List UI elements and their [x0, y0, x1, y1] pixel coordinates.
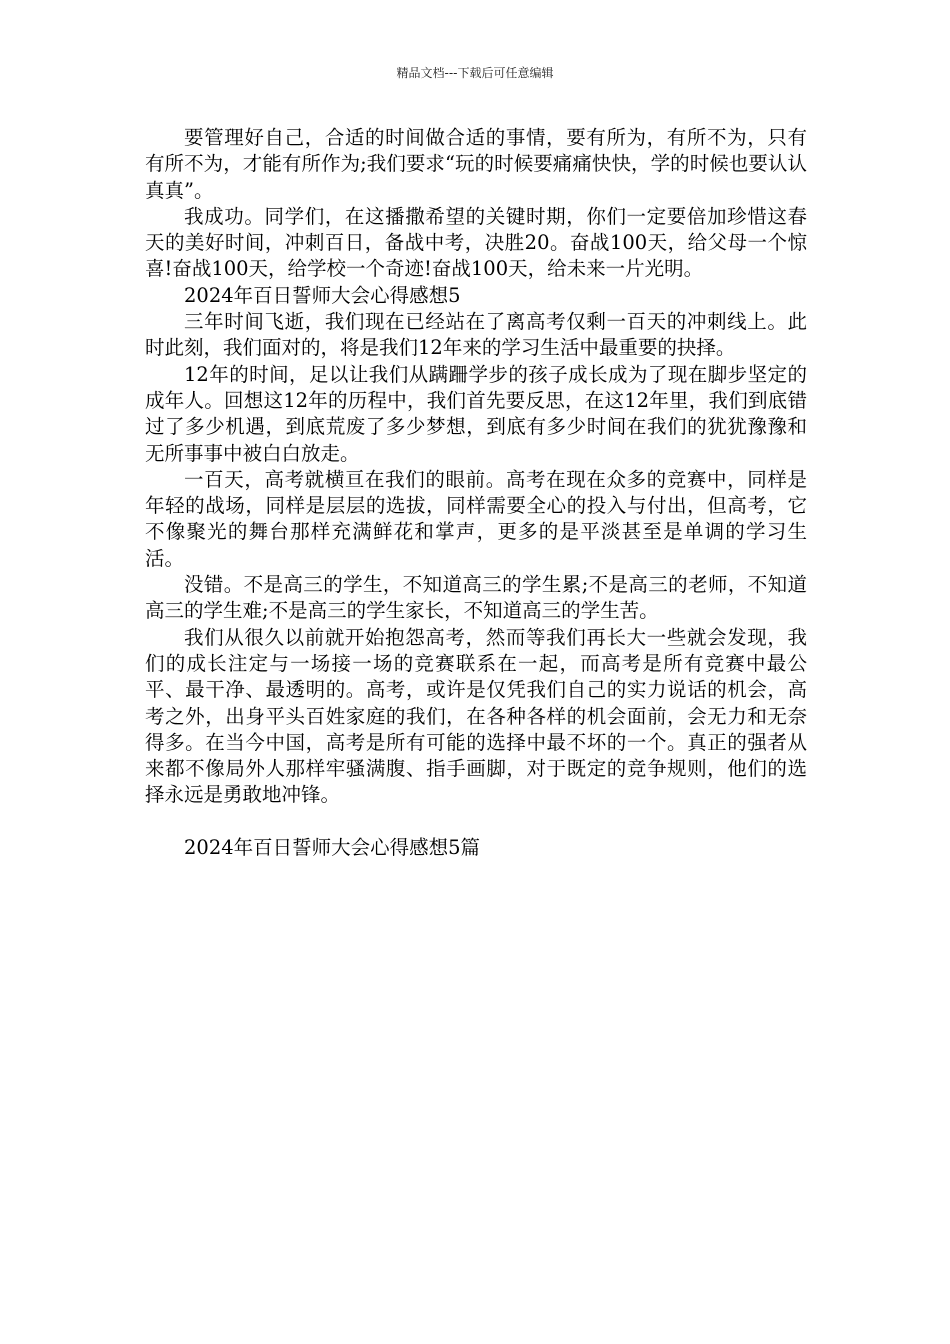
paragraph-2: 我成功。同学们，在这播撒希望的关键时期，你们一定要倍加珍惜这春天的美好时间，冲刺百日，备战中考，决胜20。奋战100天，给父母一个惊喜!奋战100天，给学校一个奇迹!奋战100天，给未来一片光明。 — [145, 204, 807, 281]
footer-title: 2024年百日誓师大会心得感想5篇 — [184, 835, 481, 859]
paragraph-4: 12年的时间，足以让我们从蹒跚学步的孩子成长成为了现在脚步坚定的成年人。回想这12年的历程中，我们首先要反思，在这12年里，我们到底错过了多少机遇，到底荒废了多少梦想，到底有多少时间在我们的犹犹豫豫和无所事事中被白白放走。 — [145, 362, 807, 465]
document-body — [145, 125, 807, 861]
page-header: 精品文档---下载后可任意编辑 — [396, 66, 554, 80]
paragraph-6: 没错。不是高三的学生，不知道高三的学生累;不是高三的老师，不知道高三的学生难;不是高三的学生家长，不知道高三的学生苦。 — [145, 573, 807, 623]
section-heading: 2024年百日誓师大会心得感想5 — [184, 283, 461, 307]
paragraph-1: 要管理好自己，合适的时间做合适的事情，要有所为，有所不为，只有有所不为，才能有所作为;我们要求“玩的时候要痛痛快快，学的时候也要认认真真”。 — [145, 126, 807, 202]
paragraph-5: 一百天，高考就横亘在我们的眼前。高考在现在众多的竞赛中，同样是年轻的战场，同样是层层的选拔，同样需要全心的投入与付出，但高考，它不像聚光的舞台那样充满鲜花和掌声，更多的是平淡甚至是单调的学习生活。 — [145, 467, 807, 570]
paragraph-3: 三年时间飞逝，我们现在已经站在了离高考仅剩一百天的冲刺线上。此时此刻，我们面对的，将是我们12年来的学习生活中最重要的抉择。 — [145, 310, 807, 360]
paragraph-7: 我们从很久以前就开始抱怨高考，然而等我们再长大一些就会发现，我们的成长注定与一场接一场的竞赛联系在一起，而高考是所有竞赛中最公平、最干净、最透明的。高考，或许是仅凭我们自己的实力说话的机会，高考之外，出身平头百姓家庭的我们，在各种各样的机会面前，会无力和无奈得多。在当今中国，高考是所有可能的选择中最不坏的一个。真正的强者从来都不像局外人那样牢骚满腹、指手画脚，对于既定的竞争规则，他们的选择永远是勇敢地冲锋。 — [145, 625, 807, 807]
